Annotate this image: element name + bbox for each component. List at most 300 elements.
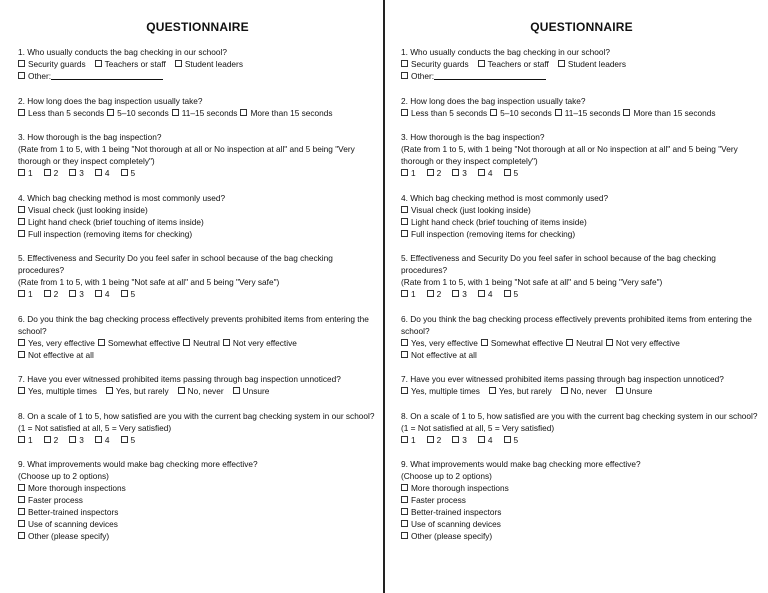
option[interactable] bbox=[233, 385, 270, 397]
checkbox-icon[interactable] bbox=[401, 387, 408, 394]
checkbox-icon[interactable] bbox=[452, 436, 459, 443]
checkbox-icon[interactable] bbox=[489, 387, 496, 394]
options-row bbox=[401, 482, 762, 494]
checkbox-icon[interactable] bbox=[504, 436, 511, 443]
option-label: No, never bbox=[570, 386, 607, 396]
checkbox-icon[interactable] bbox=[478, 436, 485, 443]
rating-option[interactable] bbox=[452, 167, 467, 179]
rating-option[interactable] bbox=[69, 434, 84, 446]
checkbox-icon[interactable] bbox=[401, 351, 408, 358]
option-label: More than 15 seconds bbox=[250, 107, 333, 118]
checkbox-icon[interactable] bbox=[44, 290, 51, 297]
checkbox-icon[interactable] bbox=[175, 60, 182, 67]
checkbox-icon[interactable] bbox=[121, 169, 128, 176]
options-row bbox=[18, 506, 377, 518]
rating-option[interactable] bbox=[18, 167, 33, 179]
rating-option[interactable] bbox=[95, 167, 110, 179]
option-label: Visual check (just looking inside) bbox=[411, 204, 531, 215]
rating-option[interactable] bbox=[121, 434, 136, 446]
rating-option[interactable] bbox=[401, 167, 416, 179]
checkbox-icon[interactable] bbox=[561, 387, 568, 394]
option[interactable] bbox=[98, 337, 180, 349]
rating-value: 3 bbox=[462, 168, 467, 178]
option-label: Somewhat effective bbox=[107, 337, 181, 348]
checkbox-icon[interactable] bbox=[490, 109, 497, 116]
checkbox-icon[interactable] bbox=[95, 436, 102, 443]
checkbox-icon[interactable] bbox=[95, 169, 102, 176]
question-text: 8. On a scale of 1 to 5, how satisfied are you with the current bag checking system in our school? bbox=[18, 410, 375, 421]
checkbox-icon[interactable] bbox=[623, 109, 630, 116]
option[interactable] bbox=[623, 107, 715, 119]
rating-scale bbox=[401, 288, 762, 300]
checkbox-icon[interactable] bbox=[18, 339, 25, 346]
rating-scale bbox=[401, 434, 762, 446]
rating-value: 5 bbox=[513, 434, 519, 445]
option-label: 11–15 seconds bbox=[564, 107, 621, 118]
option[interactable] bbox=[401, 228, 575, 240]
other-answer-blank[interactable] bbox=[51, 71, 163, 80]
question-6 bbox=[401, 313, 762, 361]
option-label: Less than 5 seconds bbox=[28, 107, 105, 118]
option-label: Security guards bbox=[28, 59, 86, 69]
question-1 bbox=[18, 46, 377, 82]
checkbox-icon[interactable] bbox=[427, 169, 434, 176]
option[interactable] bbox=[478, 58, 549, 70]
rating-option[interactable] bbox=[478, 288, 493, 300]
rating-option[interactable] bbox=[401, 434, 416, 446]
checkbox-icon[interactable] bbox=[401, 206, 408, 213]
rating-option[interactable] bbox=[478, 167, 493, 179]
checkbox-icon[interactable] bbox=[401, 436, 408, 443]
question-text: 3. How thorough is the bag inspection? bbox=[401, 132, 545, 142]
option[interactable] bbox=[18, 337, 95, 349]
checkbox-icon[interactable] bbox=[401, 508, 408, 515]
checkbox-icon[interactable] bbox=[240, 109, 247, 116]
question-9 bbox=[401, 458, 762, 542]
rating-option[interactable] bbox=[121, 288, 136, 300]
rating-value: 4 bbox=[487, 434, 493, 445]
rating-value: 2 bbox=[436, 289, 442, 299]
rating-option[interactable] bbox=[95, 434, 110, 446]
question-text: 5. Effectiveness and Security Do you feel safer in school because of the bag checking procedures? bbox=[18, 253, 333, 275]
option-label: Not effective at all bbox=[28, 349, 94, 360]
checkbox-icon[interactable] bbox=[478, 60, 485, 67]
other-row bbox=[401, 70, 762, 82]
option[interactable] bbox=[18, 216, 204, 228]
option-label: Student leaders bbox=[184, 59, 243, 69]
option-label: Better-trained inspectors bbox=[28, 507, 119, 517]
rating-value: 4 bbox=[104, 168, 110, 178]
question-instructions: (1 = Not satisfied at all, 5 = Very satisfied) bbox=[401, 422, 555, 433]
checkbox-icon[interactable] bbox=[69, 436, 76, 443]
rating-option[interactable] bbox=[18, 288, 33, 300]
option-label: Student leaders bbox=[567, 59, 626, 69]
rating-value: 4 bbox=[104, 434, 110, 445]
option-label: Faster process bbox=[411, 495, 466, 505]
option[interactable] bbox=[18, 530, 109, 542]
rating-value: 3 bbox=[79, 434, 84, 445]
question-5 bbox=[401, 252, 762, 300]
option[interactable] bbox=[18, 518, 118, 530]
question-text: 1. Who usually conducts the bag checking in our school? bbox=[401, 47, 610, 57]
question-text: 4. Which bag checking method is most commonly used? bbox=[401, 192, 609, 203]
question-instructions: (Rate from 1 to 5, with 1 being "Not thorough at all or No inspection at all" and 5 being "Very thorough or they inspect completely") bbox=[401, 144, 738, 166]
question-text: 2. How long does the bag inspection usually take? bbox=[401, 95, 586, 106]
option-label: Faster process bbox=[28, 495, 83, 505]
options-row bbox=[401, 337, 762, 349]
checkbox-icon[interactable] bbox=[98, 339, 105, 346]
checkbox-icon[interactable] bbox=[95, 290, 102, 297]
checkbox-icon[interactable] bbox=[69, 169, 76, 176]
options-row bbox=[401, 228, 762, 240]
options-row bbox=[18, 228, 377, 240]
option-label: No, never bbox=[187, 386, 224, 396]
question-text: 2. How long does the bag inspection usually take? bbox=[18, 95, 203, 106]
rating-value: 5 bbox=[513, 168, 519, 178]
options-row bbox=[18, 530, 377, 542]
rating-value: 1 bbox=[411, 168, 416, 178]
checkbox-icon[interactable] bbox=[566, 339, 573, 346]
rating-option[interactable] bbox=[504, 434, 519, 446]
rating-option[interactable] bbox=[121, 167, 136, 179]
checkbox-icon[interactable] bbox=[18, 351, 25, 358]
page-title: QUESTIONNAIRE bbox=[530, 20, 633, 34]
rating-option[interactable] bbox=[95, 288, 110, 300]
rating-option[interactable] bbox=[401, 288, 416, 300]
options-row bbox=[18, 216, 377, 228]
option[interactable] bbox=[401, 337, 478, 349]
question-8 bbox=[401, 410, 762, 446]
question-text: 4. Which bag checking method is most commonly used? bbox=[18, 192, 226, 203]
checkbox-icon[interactable] bbox=[121, 436, 128, 443]
options-row bbox=[401, 107, 762, 119]
question-text: 6. Do you think the bag checking process effectively prevents prohibited items from entering the school? bbox=[401, 313, 752, 336]
option-label: Other (please specify) bbox=[28, 531, 110, 541]
option-label: Yes, very effective bbox=[411, 337, 478, 348]
checkbox-icon[interactable] bbox=[18, 508, 25, 515]
rating-value: 5 bbox=[130, 434, 136, 445]
checkbox-icon[interactable] bbox=[223, 339, 230, 346]
options-row bbox=[18, 482, 377, 494]
option[interactable] bbox=[401, 204, 531, 216]
rating-value: 4 bbox=[104, 289, 110, 299]
other-row bbox=[18, 70, 377, 82]
option[interactable] bbox=[401, 385, 480, 397]
option-label: More thorough inspections bbox=[28, 483, 126, 493]
option[interactable] bbox=[558, 58, 626, 70]
question-text: 3. How thorough is the bag inspection? bbox=[18, 132, 162, 142]
checkbox-icon[interactable] bbox=[481, 339, 488, 346]
checkbox-icon[interactable] bbox=[427, 290, 434, 297]
checkbox-icon[interactable] bbox=[504, 290, 511, 297]
question-2 bbox=[401, 95, 762, 119]
option-other[interactable] bbox=[401, 70, 546, 82]
checkbox-icon[interactable] bbox=[121, 290, 128, 297]
checkbox-icon[interactable] bbox=[401, 230, 408, 237]
options-row bbox=[401, 494, 762, 506]
question-3 bbox=[18, 131, 377, 179]
option[interactable] bbox=[183, 337, 220, 349]
option[interactable] bbox=[18, 385, 97, 397]
checkbox-icon[interactable] bbox=[18, 169, 25, 176]
checkbox-icon[interactable] bbox=[18, 72, 25, 79]
checkbox-icon[interactable] bbox=[183, 339, 190, 346]
option[interactable] bbox=[401, 349, 477, 361]
option-label: Yes, multiple times bbox=[28, 386, 97, 396]
option-label: Neutral bbox=[576, 337, 603, 348]
option[interactable] bbox=[95, 58, 166, 70]
rating-value: 2 bbox=[53, 289, 59, 299]
checkbox-icon[interactable] bbox=[18, 520, 25, 527]
question-instructions: (Rate from 1 to 5, with 1 being "Not safe at all" and 5 being "Very safe") bbox=[401, 277, 663, 287]
options-row bbox=[401, 58, 762, 70]
question-7 bbox=[401, 373, 762, 397]
checkbox-icon[interactable] bbox=[18, 290, 25, 297]
option[interactable] bbox=[616, 385, 653, 397]
option-label: Not effective at all bbox=[411, 349, 477, 360]
question-4 bbox=[18, 192, 377, 240]
option-label: Light hand check (brief touching of items inside) bbox=[28, 216, 204, 227]
options-row bbox=[401, 216, 762, 228]
option[interactable] bbox=[178, 385, 224, 397]
option[interactable] bbox=[401, 58, 469, 70]
options-row bbox=[18, 518, 377, 530]
option[interactable] bbox=[561, 385, 607, 397]
option[interactable] bbox=[566, 337, 603, 349]
checkbox-icon[interactable] bbox=[401, 72, 408, 79]
question-6 bbox=[18, 313, 377, 361]
question-text: 7. Have you ever witnessed prohibited items passing through bag inspection unnoticed? bbox=[401, 374, 724, 384]
option-label: Not very effective bbox=[232, 337, 297, 348]
checkbox-icon[interactable] bbox=[616, 387, 623, 394]
question-instructions: (1 = Not satisfied at all, 5 = Very satisfied) bbox=[18, 422, 172, 433]
checkbox-icon[interactable] bbox=[401, 290, 408, 297]
rating-option[interactable] bbox=[504, 288, 519, 300]
rating-option[interactable] bbox=[44, 288, 59, 300]
question-instructions: (Rate from 1 to 5, with 1 being "Not thorough at all or No inspection at all" and 5 being "Very thorough or they inspect completely") bbox=[18, 144, 355, 166]
option-label: 5–10 seconds bbox=[117, 107, 169, 118]
option-label: Use of scanning devices bbox=[411, 519, 501, 529]
rating-value: 3 bbox=[462, 289, 467, 299]
option[interactable] bbox=[606, 337, 680, 349]
option[interactable] bbox=[18, 228, 192, 240]
checkbox-icon[interactable] bbox=[18, 496, 25, 503]
rating-option[interactable] bbox=[427, 434, 442, 446]
option[interactable] bbox=[18, 506, 118, 518]
checkbox-icon[interactable] bbox=[18, 387, 25, 394]
checkbox-icon[interactable] bbox=[401, 496, 408, 503]
rating-option[interactable] bbox=[427, 288, 442, 300]
option[interactable] bbox=[107, 107, 169, 119]
checkbox-icon[interactable] bbox=[95, 60, 102, 67]
option[interactable] bbox=[240, 107, 332, 119]
rating-option[interactable] bbox=[44, 167, 59, 179]
checkbox-icon[interactable] bbox=[44, 436, 51, 443]
option[interactable] bbox=[401, 216, 587, 228]
rating-scale bbox=[18, 434, 377, 446]
checkbox-icon[interactable] bbox=[401, 169, 408, 176]
checkbox-icon[interactable] bbox=[452, 290, 459, 297]
option-label: Better-trained inspectors bbox=[411, 507, 502, 517]
option[interactable] bbox=[490, 107, 552, 119]
rating-option[interactable] bbox=[452, 288, 467, 300]
option-label: More than 15 seconds bbox=[633, 107, 716, 118]
checkbox-icon[interactable] bbox=[18, 532, 25, 539]
checkbox-icon[interactable] bbox=[233, 387, 240, 394]
rating-value: 4 bbox=[487, 289, 493, 299]
checkbox-icon[interactable] bbox=[401, 60, 408, 67]
question-5 bbox=[18, 252, 377, 300]
option-label: Use of scanning devices bbox=[28, 519, 118, 529]
option[interactable] bbox=[401, 518, 501, 530]
rating-value: 2 bbox=[436, 168, 442, 178]
option-label: Light hand check (brief touching of items inside) bbox=[411, 216, 587, 227]
option[interactable] bbox=[18, 204, 148, 216]
options-row bbox=[18, 204, 377, 216]
checkbox-icon[interactable] bbox=[401, 520, 408, 527]
checkbox-icon[interactable] bbox=[106, 387, 113, 394]
rating-option[interactable] bbox=[478, 434, 493, 446]
question-instructions: (Rate from 1 to 5, with 1 being "Not safe at all" and 5 being "Very safe") bbox=[18, 277, 280, 287]
checkbox-icon[interactable] bbox=[401, 218, 408, 225]
option-label: 5–10 seconds bbox=[500, 107, 552, 118]
rating-option[interactable] bbox=[18, 434, 33, 446]
checkbox-icon[interactable] bbox=[401, 109, 408, 116]
checkbox-icon[interactable] bbox=[606, 339, 613, 346]
options-row bbox=[401, 204, 762, 216]
options-row bbox=[18, 349, 377, 361]
rating-value: 3 bbox=[79, 168, 84, 178]
question-text: 9. What improvements would make bag checking more effective? bbox=[18, 459, 258, 469]
option-label: Yes, but rarely bbox=[115, 386, 169, 396]
rating-value: 1 bbox=[28, 434, 33, 445]
question-9 bbox=[18, 458, 377, 542]
option[interactable] bbox=[106, 385, 169, 397]
checkbox-icon[interactable] bbox=[401, 484, 408, 491]
rating-option[interactable] bbox=[69, 288, 84, 300]
rating-value: 2 bbox=[53, 168, 59, 178]
rating-value: 1 bbox=[411, 434, 416, 445]
checkbox-icon[interactable] bbox=[44, 169, 51, 176]
rating-value: 5 bbox=[130, 289, 136, 299]
checkbox-icon[interactable] bbox=[178, 387, 185, 394]
rating-value: 5 bbox=[513, 289, 519, 299]
rating-option[interactable] bbox=[69, 167, 84, 179]
checkbox-icon[interactable] bbox=[18, 230, 25, 237]
rating-scale bbox=[18, 288, 377, 300]
option[interactable] bbox=[18, 482, 126, 494]
checkbox-icon[interactable] bbox=[478, 169, 485, 176]
checkbox-icon[interactable] bbox=[18, 109, 25, 116]
rating-value: 3 bbox=[462, 434, 467, 445]
checkbox-icon[interactable] bbox=[18, 206, 25, 213]
option[interactable] bbox=[175, 58, 243, 70]
checkbox-icon[interactable] bbox=[478, 290, 485, 297]
rating-value: 1 bbox=[411, 289, 416, 299]
checkbox-icon[interactable] bbox=[504, 169, 511, 176]
option-label: Unsure bbox=[625, 386, 653, 396]
options-row bbox=[401, 385, 762, 397]
option-label: Neutral bbox=[193, 337, 220, 348]
rating-option[interactable] bbox=[44, 434, 59, 446]
option-label: Other: bbox=[28, 71, 52, 81]
checkbox-icon[interactable] bbox=[18, 436, 25, 443]
option[interactable] bbox=[18, 349, 94, 361]
page-title: QUESTIONNAIRE bbox=[146, 20, 249, 34]
checkbox-icon[interactable] bbox=[427, 436, 434, 443]
option[interactable] bbox=[18, 58, 86, 70]
checkbox-icon[interactable] bbox=[107, 109, 114, 116]
option-label: Security guards bbox=[411, 59, 469, 69]
question-2 bbox=[18, 95, 377, 119]
option[interactable] bbox=[18, 494, 83, 506]
option-label: Teachers or staff bbox=[104, 59, 166, 69]
option-label: Full inspection (removing items for checking) bbox=[411, 228, 576, 239]
option[interactable] bbox=[555, 107, 621, 119]
checkbox-icon[interactable] bbox=[172, 109, 179, 116]
question-text: 7. Have you ever witnessed prohibited items passing through bag inspection unnoticed? bbox=[18, 374, 341, 384]
option-label: More thorough inspections bbox=[411, 483, 509, 493]
question-text: 9. What improvements would make bag checking more effective? bbox=[401, 459, 641, 469]
questionnaire-page-right bbox=[385, 0, 768, 593]
option[interactable] bbox=[401, 494, 466, 506]
option[interactable] bbox=[18, 107, 104, 119]
question-7 bbox=[18, 373, 377, 397]
option[interactable] bbox=[489, 385, 552, 397]
rating-value: 1 bbox=[28, 289, 33, 299]
options-row bbox=[18, 58, 377, 70]
rating-scale bbox=[401, 167, 762, 179]
option-label: Not very effective bbox=[615, 337, 680, 348]
checkbox-icon[interactable] bbox=[401, 532, 408, 539]
rating-option[interactable] bbox=[427, 167, 442, 179]
checkbox-icon[interactable] bbox=[18, 218, 25, 225]
option[interactable] bbox=[481, 337, 563, 349]
option[interactable] bbox=[401, 482, 509, 494]
rating-value: 3 bbox=[79, 289, 84, 299]
option-label: Visual check (just looking inside) bbox=[28, 204, 148, 215]
rating-value: 4 bbox=[487, 168, 493, 178]
checkbox-icon[interactable] bbox=[555, 109, 562, 116]
checkbox-icon[interactable] bbox=[18, 484, 25, 491]
rating-option[interactable] bbox=[504, 167, 519, 179]
question-3 bbox=[401, 131, 762, 179]
checkbox-icon[interactable] bbox=[401, 339, 408, 346]
option-other[interactable] bbox=[18, 70, 163, 82]
option[interactable] bbox=[401, 530, 492, 542]
question-text: 1. Who usually conducts the bag checking in our school? bbox=[18, 47, 227, 57]
questionnaire-page-left bbox=[0, 0, 383, 593]
option-label: Less than 5 seconds bbox=[411, 107, 488, 118]
option-label: Yes, multiple times bbox=[411, 386, 480, 396]
question-text: 6. Do you think the bag checking process effectively prevents prohibited items from entering the school? bbox=[18, 313, 369, 336]
rating-value: 1 bbox=[28, 168, 33, 178]
rating-option[interactable] bbox=[452, 434, 467, 446]
option[interactable] bbox=[401, 107, 487, 119]
option-label: Yes, very effective bbox=[28, 337, 95, 348]
option-label: Yes, but rarely bbox=[498, 386, 552, 396]
option[interactable] bbox=[223, 337, 297, 349]
checkbox-icon[interactable] bbox=[558, 60, 565, 67]
checkbox-icon[interactable] bbox=[69, 290, 76, 297]
options-row bbox=[18, 385, 377, 397]
other-answer-blank[interactable] bbox=[434, 71, 546, 80]
option[interactable] bbox=[401, 506, 501, 518]
rating-value: 2 bbox=[53, 434, 59, 445]
option[interactable] bbox=[172, 107, 238, 119]
checkbox-icon[interactable] bbox=[452, 169, 459, 176]
checkbox-icon[interactable] bbox=[18, 60, 25, 67]
